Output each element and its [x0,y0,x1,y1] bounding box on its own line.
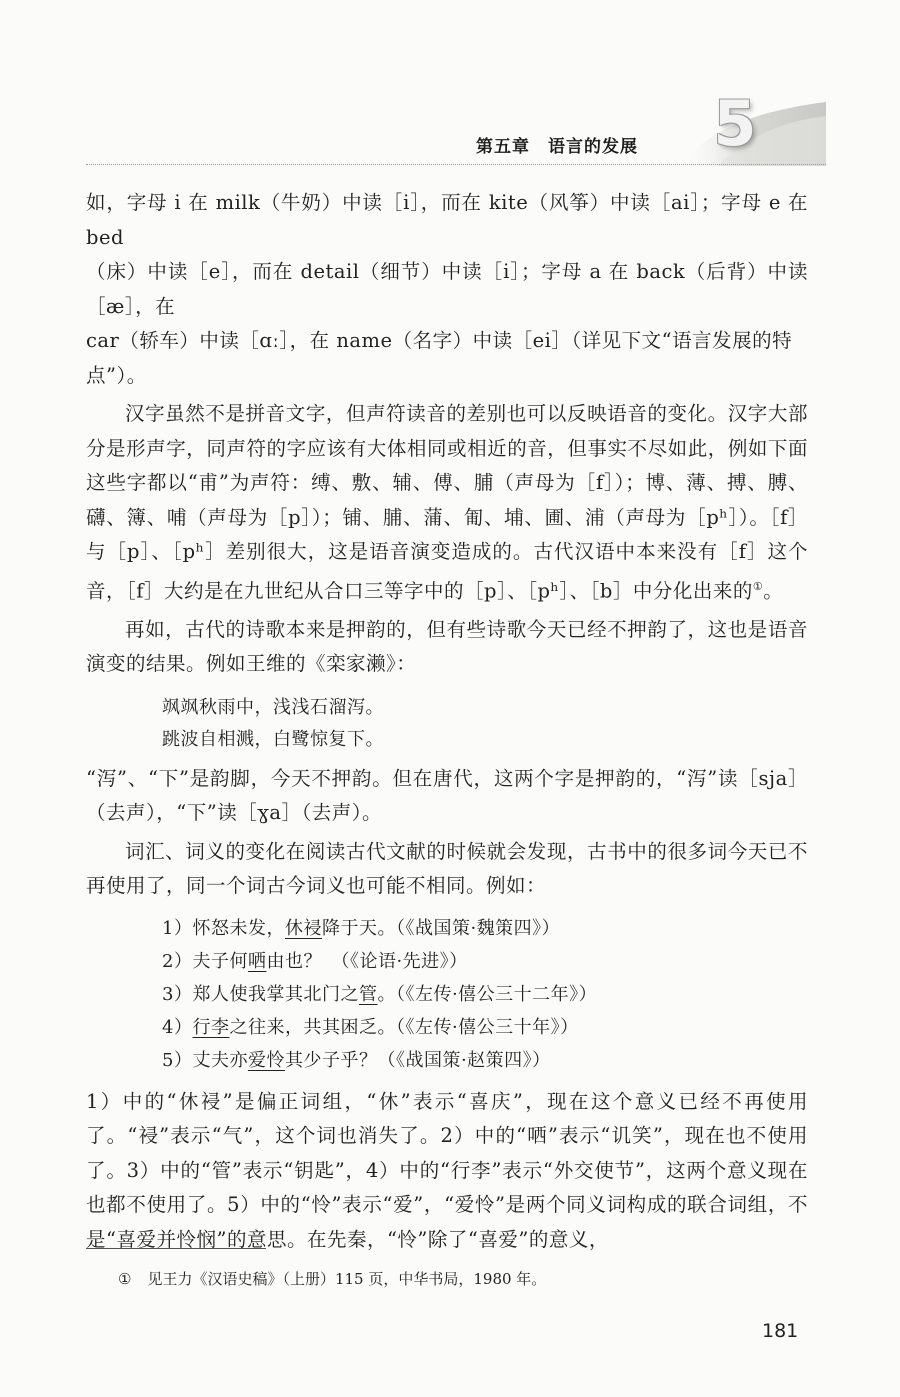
poem-line: 飒飒秋雨中，浅浅石溜泻。 [162,696,384,718]
header-rule [86,164,826,165]
paragraph-vocabulary-change: 词汇、词义的变化在阅读古代文献的时候就会发现，古书中的很多词今天已不再使用了，同一个词古今词义也可能不相同。例如： [86,839,808,897]
footnote-text: 见王力《汉语史稿》（上册）115 页，中华书局，1980 年。 [147,1270,547,1288]
paragraph-sound-components: 汉字虽然不是拼音文字，但声符读音的差别也可以反映语音的变化。汉字大部分是形声字，同声符的字应该有大体相同或相近的音，但事实不尽如此，例如下面这些字都以“甫”为声符：缚、敷、辅、傅、脯（声母为［f］）；博、薄、搏、膊、礴、簿、哺（声母为［p］）；铺、脯、蒲、匍、埔、圃、浦（声母为［pʰ］）。［f］与［p］、［pʰ］差别很大，这是语音演变造成的。古代汉语中本来没有［f］这个音，［f］大约是在九世纪从合口三等字中的［p］、［pʰ］、［b］中分化出来的①。 [86,402,808,602]
chapter-title: 第五章 语言的发展 [476,137,638,157]
poem-line: 跳波自相溅，白鹭惊复下。 [162,728,384,750]
footnote [118,1268,546,1290]
example-list [162,912,808,1077]
chapter-number: 5 [713,87,757,160]
footnote-ref: ① [752,579,764,593]
example-item: 4）行李之往来，共其困乏。（《左传·僖公三十年》） [162,1016,579,1038]
footnote-rule [86,1248,266,1249]
page-number: 181 [762,1320,799,1342]
example-item: 1）怀怒未发，休祲降于天。（《战国策·魏策四》） [162,917,561,939]
footnote-mark: ① [118,1270,132,1288]
paragraph-example-explanation: 1）中的“休祲”是偏正词组，“休”表示“喜庆”，现在这个意义已经不再使用了。“祲”表示“气”，这个词也消失了。2）中的“哂”表示“讥笑”，现在也不使用了。3）中的“管”表示“钥匙”，4）中的“行李”表示“外交使节”，这两个意义现在也都不使用了。5）中的“怜”表示“爱”，“爱怜”是两个同义词构成的联合词组，不是“喜爱并怜悯”的意思。在先秦，“怜”除了“喜爱”的意义， [86,1089,808,1251]
poem-quote [162,692,808,756]
main-text [86,186,808,1261]
example-item: 2）夫子何哂由也？ （《论语·先进》） [162,950,468,972]
page-header [0,0,900,175]
paragraph-continued: 如，字母 i 在 milk（牛奶）中读［i］，而在 kite（风筝）中读［ai］；字母 e 在 bed （床）中读［e］，而在 detail（细节）中读［i］；字母 a 在 back（后背）中读［æ］，在 car（轿车）中读［ɑː］，在 name（名字）中读［ei］（详见下文“语言发展的特 点”）。 [86,191,808,387]
example-item: 5）丈夫亦爱怜其少子乎？（《战国策·赵策四》） [162,1049,551,1071]
paragraph-poetry-rhyme: 再如，古代的诗歌本来是押韵的，但有些诗歌今天已经不押韵了，这也是语音演变的结果。例如王维的《栾家濑》： [86,617,808,675]
paragraph-rhyme-explanation: “泻”、“下”是韵脚，今天不押韵。但在唐代，这两个字是押韵的，“泻”读［sja］（去声），“下”读［ɣa］（去声）。 [86,766,808,824]
example-item: 3）郑人使我掌其北门之管。（《左传·僖公三十二年》） [162,983,598,1005]
